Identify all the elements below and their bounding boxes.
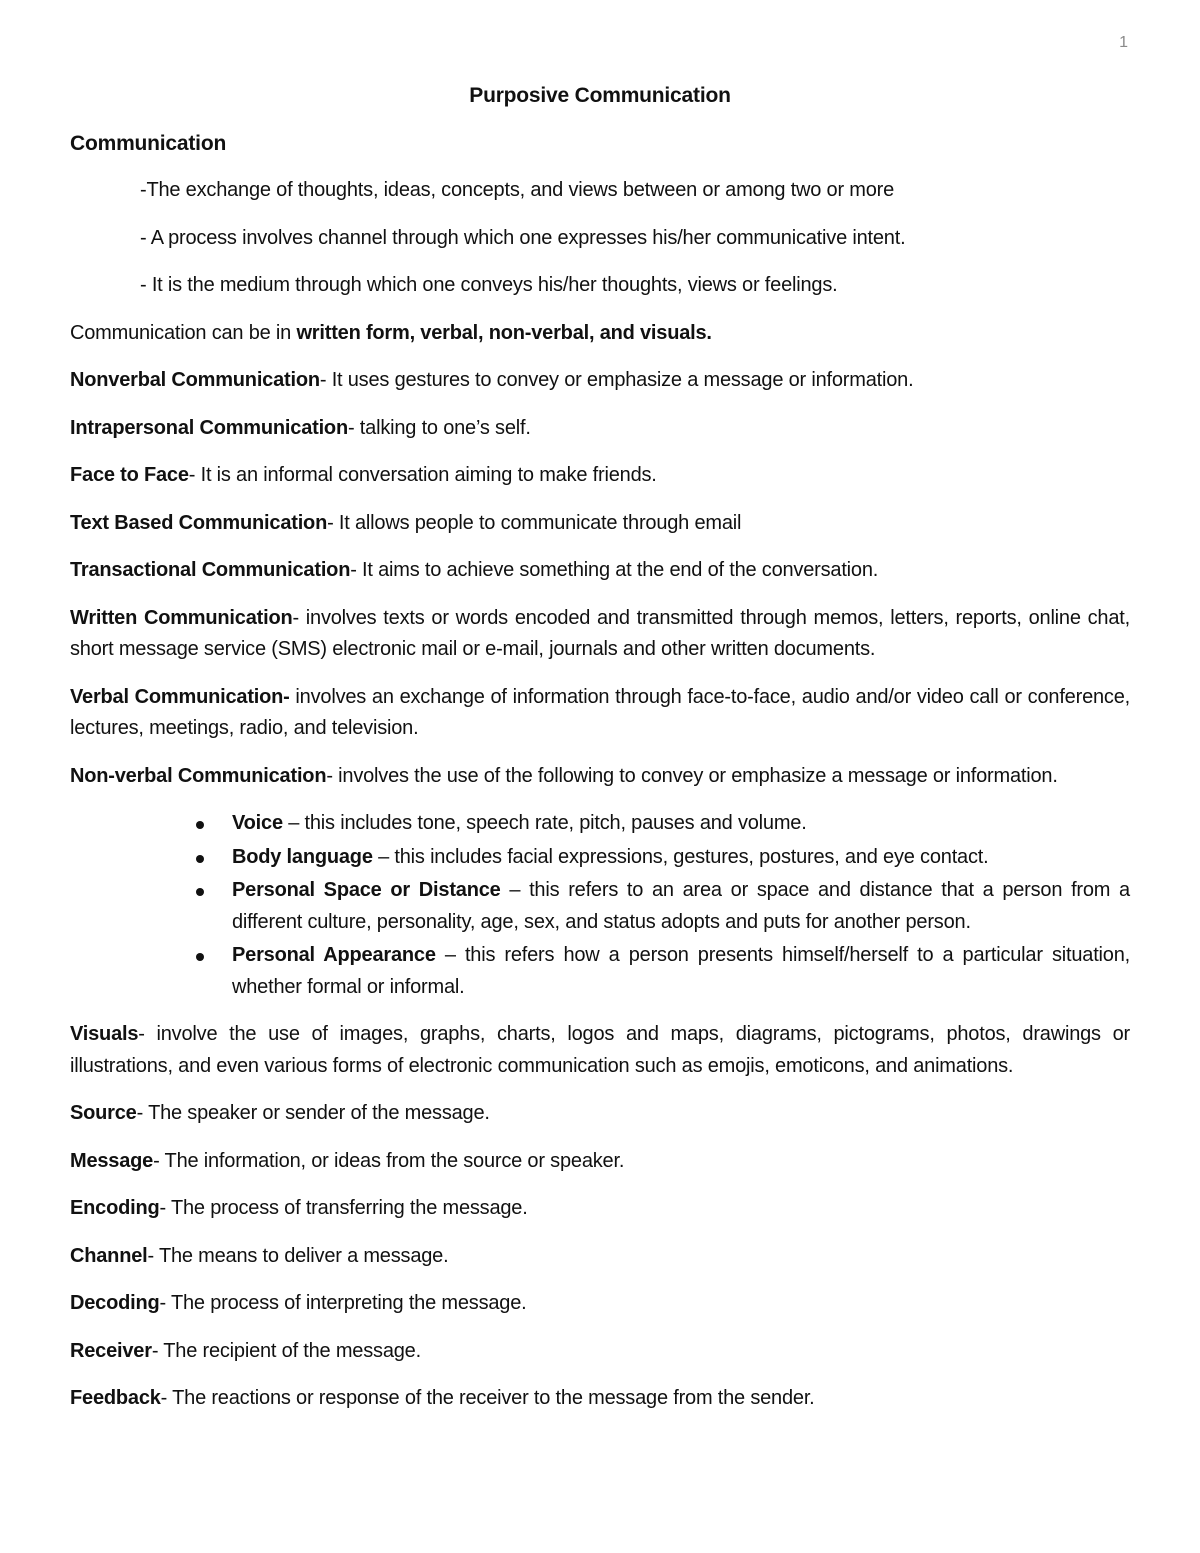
term-description: - involves the use of the following to convey or emphasize a message or information. [326, 764, 1058, 787]
term-label: Feedback [70, 1387, 161, 1409]
term-label: Non-verbal Communication [70, 764, 327, 787]
definition-line: - A process involves channel through which one expresses his/her communicative intent. [140, 226, 906, 249]
term-label: Transactional Communication [70, 559, 351, 581]
term-description: - involve the use of images, graphs, charts, logos and maps, diagrams, pictograms, photos, drawings or illustrations, and even various forms of electronic communication such as emojis, emoticons, and animations. [70, 1023, 1130, 1077]
term-description: - The reactions or response of the receiver to the message from the sender. [160, 1387, 815, 1409]
term-description: - It uses gestures to convey or emphasize a message or information. [319, 369, 914, 391]
term-label: Verbal Communication- [70, 685, 290, 708]
term-label: Channel [70, 1244, 148, 1267]
term-description: - It allows people to communicate through email [327, 511, 742, 534]
term-label: Face to Face [70, 464, 189, 486]
document-body [70, 80, 1130, 1431]
term-label: Receiver [70, 1339, 152, 1362]
term-label: Text Based Communication [70, 511, 328, 534]
term-entry [70, 682, 1130, 745]
forms-lead: Communication can be in [70, 321, 297, 344]
bullet-dot-icon [196, 821, 204, 829]
definition-line: - It is the medium through which one conveys his/her thoughts, views or feelings. [140, 274, 838, 296]
term-entry [70, 555, 1130, 587]
bullet-term: Body language [232, 845, 373, 868]
term-label: Written Communication [70, 606, 293, 629]
term-description: - talking to one’s self. [347, 416, 531, 439]
term-description: - The process of interpreting the message. [159, 1292, 527, 1314]
section-heading: Communication [70, 131, 227, 155]
definition-line: -The exchange of thoughts, ideas, concepts, and views between or among two or more [140, 179, 895, 201]
term-label: Intrapersonal Communication [70, 416, 348, 439]
bullet-dot-icon [196, 888, 204, 896]
term-description: involves an exchange of information through face-to-face, audio and/or video call or conference, lectures, meetings, radio, and television. [70, 685, 1130, 739]
bullet-term: Voice [232, 812, 283, 834]
term-label: Message [70, 1149, 154, 1172]
term-description: - involves texts or words encoded and transmitted through memos, letters, reports, online chat, short message service (SMS) electronic mail or e-mail, journals and other written documents. [70, 606, 1130, 660]
bullet-description: – this refers how a person presents himself/herself to a particular situation, whether formal or informal. [232, 944, 1130, 998]
term-entry [70, 1193, 1130, 1225]
bullet-dot-icon [196, 855, 204, 863]
term-entry [70, 1241, 1130, 1273]
term-entry [70, 1288, 1130, 1320]
term-description: - The speaker or sender of the message. [136, 1102, 490, 1124]
page-number: 1 [1119, 34, 1128, 51]
term-entry [70, 1146, 1130, 1178]
bullet-dot-icon [196, 953, 204, 961]
term-label: Decoding [70, 1292, 160, 1314]
document-title: Purposive Communication [469, 84, 731, 107]
bullet-item [232, 875, 1130, 938]
term-description: - The recipient of the message. [151, 1339, 421, 1362]
bullet-term: Personal Appearance [232, 944, 436, 966]
term-label: Visuals [70, 1023, 139, 1045]
bullet-item [232, 940, 1130, 1003]
bullet-description: – this includes facial expressions, gestures, postures, and eye contact. [372, 845, 989, 868]
term-entry [70, 365, 1130, 397]
bullet-item [232, 842, 1130, 874]
bullet-term: Personal Space or Distance [232, 879, 501, 901]
forms-emphasis: written form, verbal, non-verbal, and visuals. [296, 321, 712, 344]
term-description: - The means to deliver a message. [147, 1244, 449, 1267]
term-description: - It aims to achieve something at the end of the conversation. [350, 559, 879, 581]
term-entry [70, 761, 1130, 793]
term-entry [70, 508, 1130, 540]
term-entry [70, 603, 1130, 666]
term-entry [70, 1383, 1130, 1415]
term-entry [70, 413, 1130, 445]
term-entry [70, 1098, 1130, 1130]
term-description: - The process of transferring the message. [159, 1197, 528, 1219]
bullet-item [232, 808, 1130, 840]
term-entry [70, 1336, 1130, 1368]
bullet-description: – this refers to an area or space and distance that a person from a different culture, personality, age, sex, and status adopts and puts for another person. [232, 879, 1130, 933]
term-description: - The information, or ideas from the source or speaker. [153, 1149, 625, 1172]
term-label: Encoding [70, 1197, 160, 1219]
term-entry [70, 1019, 1130, 1082]
term-label: Nonverbal Communication [70, 369, 320, 391]
term-description: - It is an informal conversation aiming to make friends. [188, 464, 657, 486]
term-label: Source [70, 1102, 137, 1124]
nonverbal-bullet-list [70, 808, 1130, 1003]
forms-paragraph [70, 318, 1130, 350]
bullet-description: – this includes tone, speech rate, pitch, pauses and volume. [282, 812, 807, 834]
term-entry [70, 460, 1130, 492]
